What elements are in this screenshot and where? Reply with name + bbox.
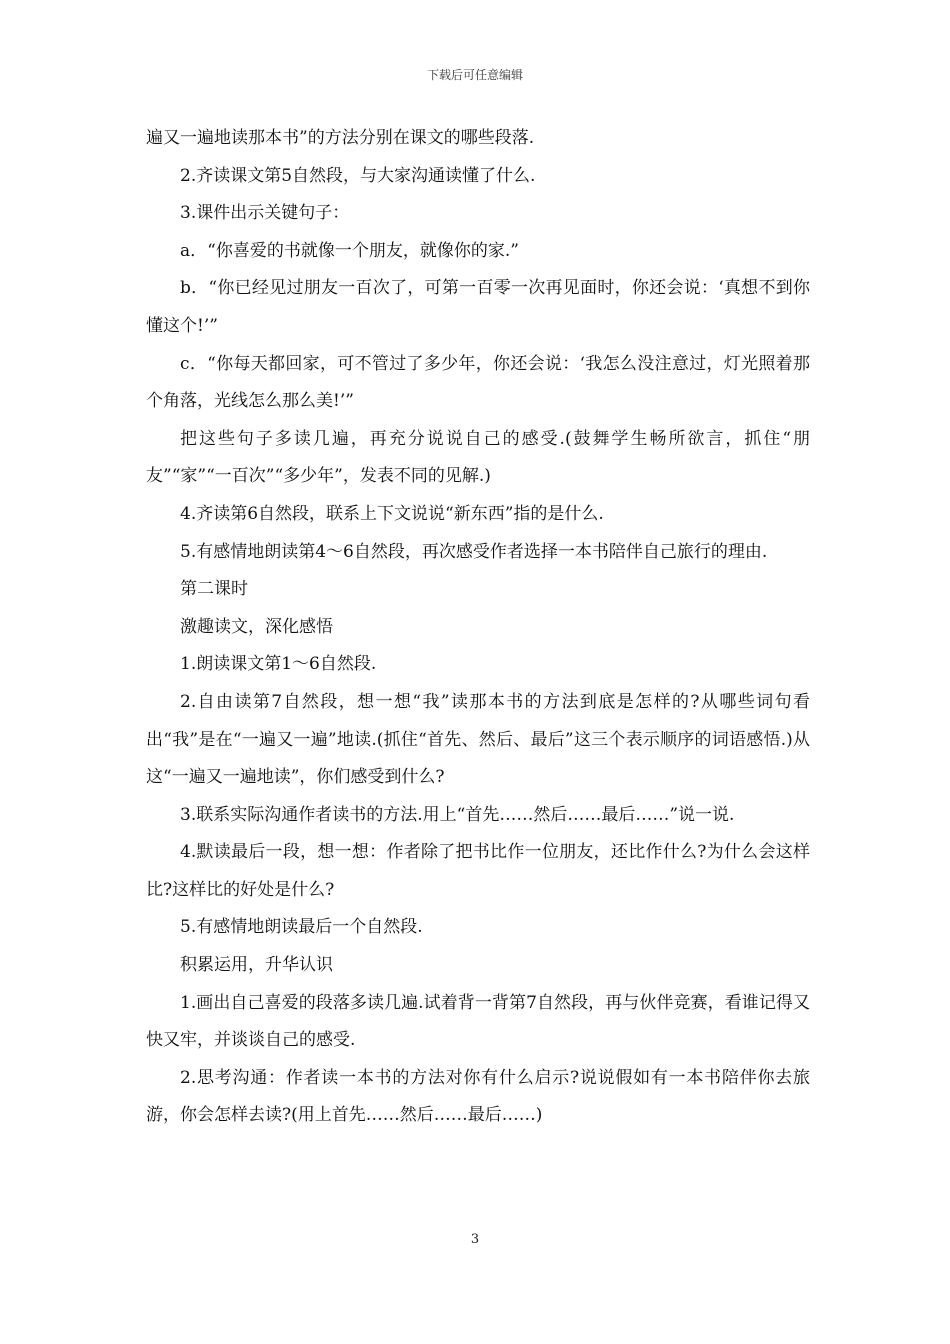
paragraph: 把这些句子多读几遍，再充分说说自己的感受.(鼓舞学生畅所欲言，抓住“朋友”“家”“一百次”“多少年”，发表不同的见解.)	[146, 428, 810, 487]
paragraph: 3.课件出示关键句子：	[180, 203, 350, 224]
paragraph: 2.齐读课文第5自然段，与大家沟通读懂了什么.	[180, 165, 536, 186]
page-number: 3	[470, 1232, 480, 1247]
page-header: 下载后可任意编辑	[426, 68, 523, 82]
paragraph: b．“你已经见过朋友一百次了，可第一百零一次再见面时，你还会说：‘真想不到你懂这个!’”	[146, 278, 810, 336]
paragraph: 1.画出自己喜爱的段落多读几遍.试着背一背第7自然段，再与伙伴竞赛，看谁记得又快又牢，并谈谈自己的感受.	[146, 992, 810, 1051]
paragraph: 4.默读最后一段，想一想：作者除了把书比作一位朋友，还比作什么?为什么会这样比?这样比的好处是什么?	[146, 842, 810, 900]
paragraph: 2.思考沟通：作者读一本书的方法对你有什么启示?说说假如有一本书陪伴你去旅游，你会怎样去读?(用上首先……然后……最后……)	[146, 1067, 810, 1126]
paragraph: 2.自由读第7自然段，想一想“我”读那本书的方法到底是怎样的?从哪些词句看出“我”是在“一遍又一遍”地读.(抓住“首先、然后、最后”这三个表示顺序的词语感悟.)从这“一遍又一遍地读”，你们感受到什么?	[146, 691, 810, 788]
paragraph: 3.联系实际沟通作者读书的方法.用上“首先……然后……最后……”说一说.	[180, 804, 735, 825]
document-body	[146, 120, 810, 1135]
paragraph: 4.齐读第6自然段，联系上下文说说“新东西”指的是什么.	[180, 503, 604, 524]
paragraph: a．“你喜爱的书就像一个朋友，就像你的家.”	[180, 240, 519, 261]
paragraph: 5.有感情地朗读最后一个自然段.	[180, 917, 423, 938]
section-heading: 激趣读文，深化感悟	[180, 616, 333, 637]
section-heading: 第二课时	[180, 579, 248, 600]
paragraph: 5.有感情地朗读第4～6自然段，再次感受作者选择一本书陪伴自己旅行的理由.	[180, 541, 768, 562]
paragraph: 1.朗读课文第1～6自然段.	[180, 654, 377, 675]
paragraph: c．“你每天都回家，可不管过了多少年，你还会说：‘我怎么没注意过，灯光照着那个角落，光线怎么那么美!’”	[146, 353, 810, 412]
section-heading: 积累运用，升华认识	[180, 955, 333, 976]
paragraph: 遍又一遍地读那本书”的方法分别在课文的哪些段落.	[146, 128, 535, 148]
